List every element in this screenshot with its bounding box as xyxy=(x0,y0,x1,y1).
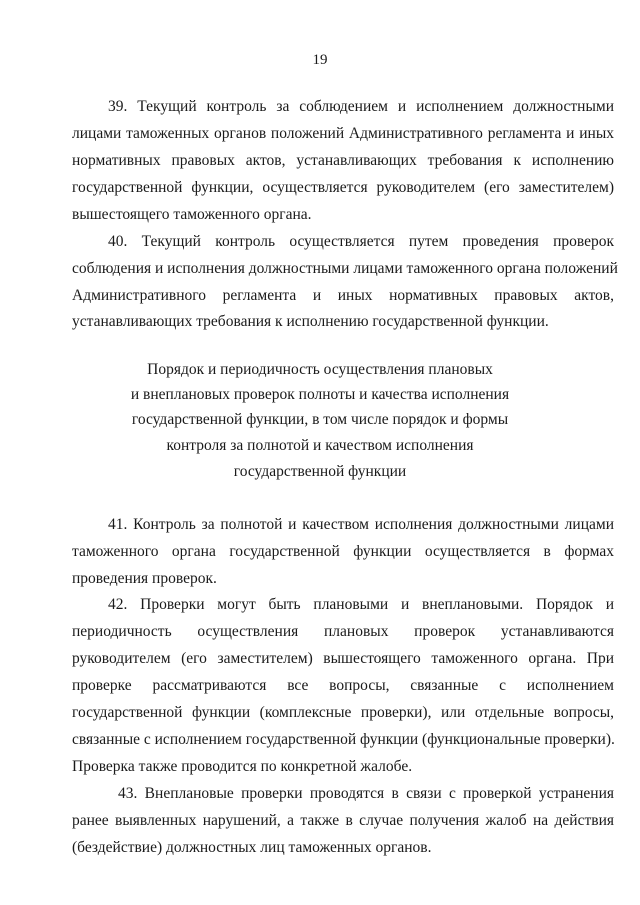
text-line: связанные с исполнением государственной функции (функциональные проверки). xyxy=(72,731,615,748)
text-line: проведения проверок. xyxy=(72,570,217,587)
text-line: 42. Проверки могут быть плановыми и внеплановыми. Порядок и xyxy=(108,596,614,613)
page-number: 19 xyxy=(312,52,328,68)
text-line: лицами таможенных органов положений Административного регламента и иных xyxy=(72,125,614,142)
text-line: 43. Внеплановые проверки проводятся в связи с проверкой устранения xyxy=(118,785,614,802)
text-line: таможенного органа государственной функции осуществляется в формах xyxy=(72,543,614,560)
text-line: Административного регламента и иных нормативных правовых актов, xyxy=(72,287,614,304)
text-line: вышестоящего таможенного органа. xyxy=(72,206,312,223)
text-line: устанавливающих требования к исполнению государственной функции. xyxy=(72,313,549,330)
text-line: государственной функции (комплексные проверки), или отдельные вопросы, xyxy=(72,704,614,721)
text-line: соблюдения и исполнения должностными лицами таможенного органа положений xyxy=(72,260,618,277)
heading-line: государственной функции xyxy=(233,463,407,480)
heading-line: и внеплановых проверок полноты и качества исполнения xyxy=(130,386,510,403)
heading-line: государственной функции, в том числе порядок и формы xyxy=(131,411,509,428)
heading-line: контроля за полнотой и качеством исполнения xyxy=(166,437,474,454)
text-line: 40. Текущий контроль осуществляется путем проведения проверок xyxy=(108,233,614,250)
text-line: Проверка также проводится по конкретной жалобе. xyxy=(72,758,413,775)
text-line: нормативных правовых актов, устанавливающих требования к исполнению xyxy=(72,152,614,169)
text-line: проверке рассматриваются все вопросы, связанные с исполнением xyxy=(72,677,614,694)
text-line: государственной функции, осуществляется руководителем (его заместителем) xyxy=(72,179,614,196)
text-line: 41. Контроль за полнотой и качеством исполнения должностными лицами xyxy=(108,516,614,533)
text-line: ранее выявленных нарушений, а также в случае получения жалоб на действия xyxy=(72,812,614,829)
text-line: руководителем (его заместителем) вышестоящего таможенного органа. При xyxy=(72,650,614,667)
text-line: (бездействие) должностных лиц таможенных органов. xyxy=(72,839,432,856)
text-line: 39. Текущий контроль за соблюдением и исполнением должностными xyxy=(108,98,614,115)
text-line: периодичность осуществления плановых проверок устанавливаются xyxy=(72,623,614,640)
heading-line: Порядок и периодичность осуществления плановых xyxy=(147,361,493,378)
